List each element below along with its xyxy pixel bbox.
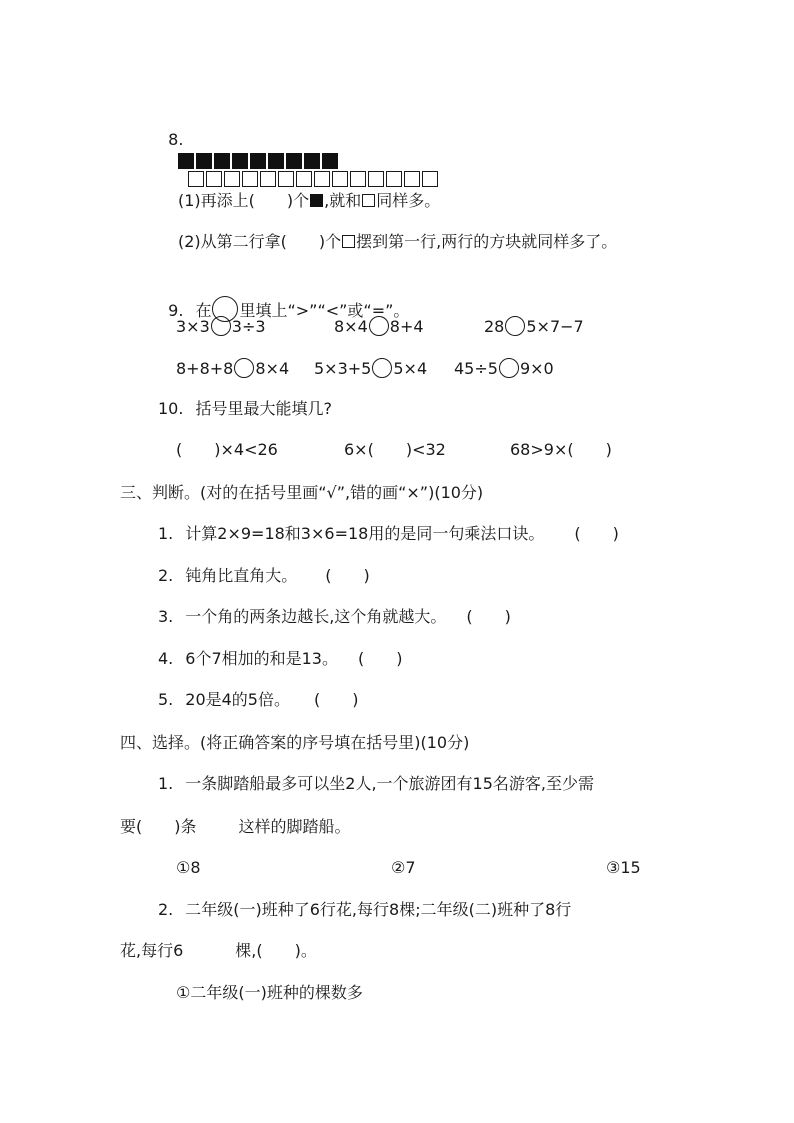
q9-r2-c2 — [314, 358, 427, 380]
answer-blank[interactable]: ( ) — [358, 649, 403, 668]
expr-left: 8×4 — [334, 317, 368, 336]
q8-part2 — [178, 231, 617, 253]
expr-right: 9×0 — [519, 359, 554, 378]
empty-square-row — [188, 170, 440, 189]
judge-item-3 — [158, 606, 511, 628]
empty-square-icon — [368, 171, 384, 187]
expr-left: 45÷5 — [454, 359, 498, 378]
item-text-cont: 要( )条 — [120, 817, 197, 836]
expr-left: 5×3+5 — [314, 359, 372, 378]
empty-square-icon — [350, 171, 366, 187]
choice-q2 — [158, 899, 571, 921]
empty-square-icon — [206, 171, 222, 187]
compare-circle-icon[interactable] — [372, 358, 392, 378]
judge-item-5 — [158, 689, 359, 711]
q9-r1-c1 — [176, 316, 266, 338]
expr-right: 3÷3 — [231, 317, 266, 336]
q8-number: 8. — [168, 130, 184, 149]
q8-part1 — [178, 190, 440, 212]
q10-number: 10. — [158, 399, 184, 418]
empty-square-icon — [332, 171, 348, 187]
answer-blank[interactable]: ( ) — [574, 524, 619, 543]
item-number: 3. — [158, 607, 174, 626]
q9-r1-c2 — [334, 316, 424, 338]
choice-q1-cont — [120, 816, 351, 838]
expr-left: 3×3 — [176, 317, 210, 336]
item-text: 6个7相加的和是13。 — [185, 649, 338, 668]
empty-square-icon — [362, 194, 375, 207]
expr-right: 5×7−7 — [526, 317, 584, 336]
expr-left: 28 — [484, 317, 505, 336]
item-text: 二年级(一)班种了6行花,每行8棵;二年级(二)班种了8行 — [185, 900, 572, 919]
item-number: 4. — [158, 649, 174, 668]
expr-right: 8+4 — [389, 317, 424, 336]
q9-number: 9. — [168, 301, 184, 320]
item-text: 20是4的5倍。 — [185, 690, 290, 709]
q9-r2-c1 — [176, 358, 289, 380]
q8-part1-text-a: (1)再添上( )个 — [178, 191, 310, 210]
judge-item-1 — [158, 523, 619, 545]
q9-prompt-b: 里填上“>”“<”或“=”。 — [239, 301, 410, 320]
empty-square-icon — [422, 171, 438, 187]
q10-prompt — [158, 398, 332, 420]
q8-part1-text-b: ,就和 — [324, 191, 362, 210]
choice-q1-option-1[interactable]: ①8 — [176, 858, 201, 877]
compare-circle-icon[interactable] — [505, 316, 525, 336]
judge-item-2 — [158, 565, 370, 587]
judge-item-4 — [158, 648, 403, 670]
empty-square-icon — [314, 171, 330, 187]
q8-part2-text-a: (2)从第二行拿( )个 — [178, 232, 342, 251]
choice-q1-option-3[interactable]: ③15 — [606, 858, 641, 877]
section4-heading: 四、选择。(将正确答案的序号填在括号里)(10分) — [120, 733, 470, 752]
expr-right: 5×4 — [393, 359, 428, 378]
item-text-cont: 棵,( )。 — [235, 941, 317, 960]
q9-r1-c3 — [484, 316, 584, 338]
answer-blank[interactable]: ( ) — [325, 566, 370, 585]
q10-item-1: ( )×4<26 — [176, 440, 278, 459]
empty-square-icon — [278, 171, 294, 187]
choice-q2-cont — [120, 940, 317, 962]
empty-square-icon — [404, 171, 420, 187]
q9-prompt-a: 在 — [195, 301, 212, 320]
item-text: 钝角比直角大。 — [185, 566, 298, 585]
empty-square-icon — [260, 171, 276, 187]
expr-left: 8+8+8 — [176, 359, 234, 378]
q10-item-3: 68>9×( ) — [510, 440, 612, 459]
item-number: 2. — [158, 900, 174, 919]
choice-q1 — [158, 773, 594, 795]
q9-prompt — [158, 274, 409, 322]
compare-circle-icon[interactable] — [499, 358, 519, 378]
choice-q2-option-1[interactable]: ①二年级(一)班种的棵数多 — [176, 983, 363, 1002]
answer-blank[interactable]: ( ) — [466, 607, 511, 626]
item-number: 5. — [158, 690, 174, 709]
compare-circle-icon[interactable] — [211, 316, 231, 336]
empty-square-icon — [296, 171, 312, 187]
choice-q1-option-2[interactable]: ②7 — [391, 858, 416, 877]
empty-square-icon — [188, 171, 204, 187]
item-number: 1. — [158, 774, 174, 793]
item-text: 计算2×9=18和3×6=18用的是同一句乘法口诀。 — [185, 524, 545, 543]
item-text: 一条脚踏船最多可以坐2人,一个旅游团有15名游客,至少需 — [185, 774, 594, 793]
expr-right: 8×4 — [255, 359, 290, 378]
item-text: 一个角的两条边越长,这个角就越大。 — [185, 607, 447, 626]
filled-square-icon — [310, 194, 323, 207]
q9-r2-c3 — [454, 358, 554, 380]
section3-heading: 三、判断。(对的在括号里画“√”,错的画“×”)(10分) — [120, 483, 484, 502]
empty-square-icon — [386, 171, 402, 187]
empty-square-icon — [224, 171, 240, 187]
answer-blank[interactable]: ( ) — [314, 690, 359, 709]
q10-prompt-text: 括号里最大能填几? — [195, 399, 332, 418]
compare-circle-icon[interactable] — [369, 316, 389, 336]
q10-item-2: 6×( )<32 — [344, 440, 446, 459]
empty-square-icon — [342, 235, 355, 248]
compare-circle-icon[interactable] — [234, 358, 254, 378]
q8-row2 — [178, 147, 440, 191]
q8-part1-text-c: 同样多。 — [376, 191, 441, 210]
item-number: 1. — [158, 524, 174, 543]
item-text-cont: 这样的脚踏船。 — [238, 817, 351, 836]
empty-square-icon — [242, 171, 258, 187]
item-text-cont: 花,每行6 — [120, 941, 184, 960]
item-number: 2. — [158, 566, 174, 585]
q8-part2-text-b: 摆到第一行,两行的方块就同样多了。 — [356, 232, 618, 251]
